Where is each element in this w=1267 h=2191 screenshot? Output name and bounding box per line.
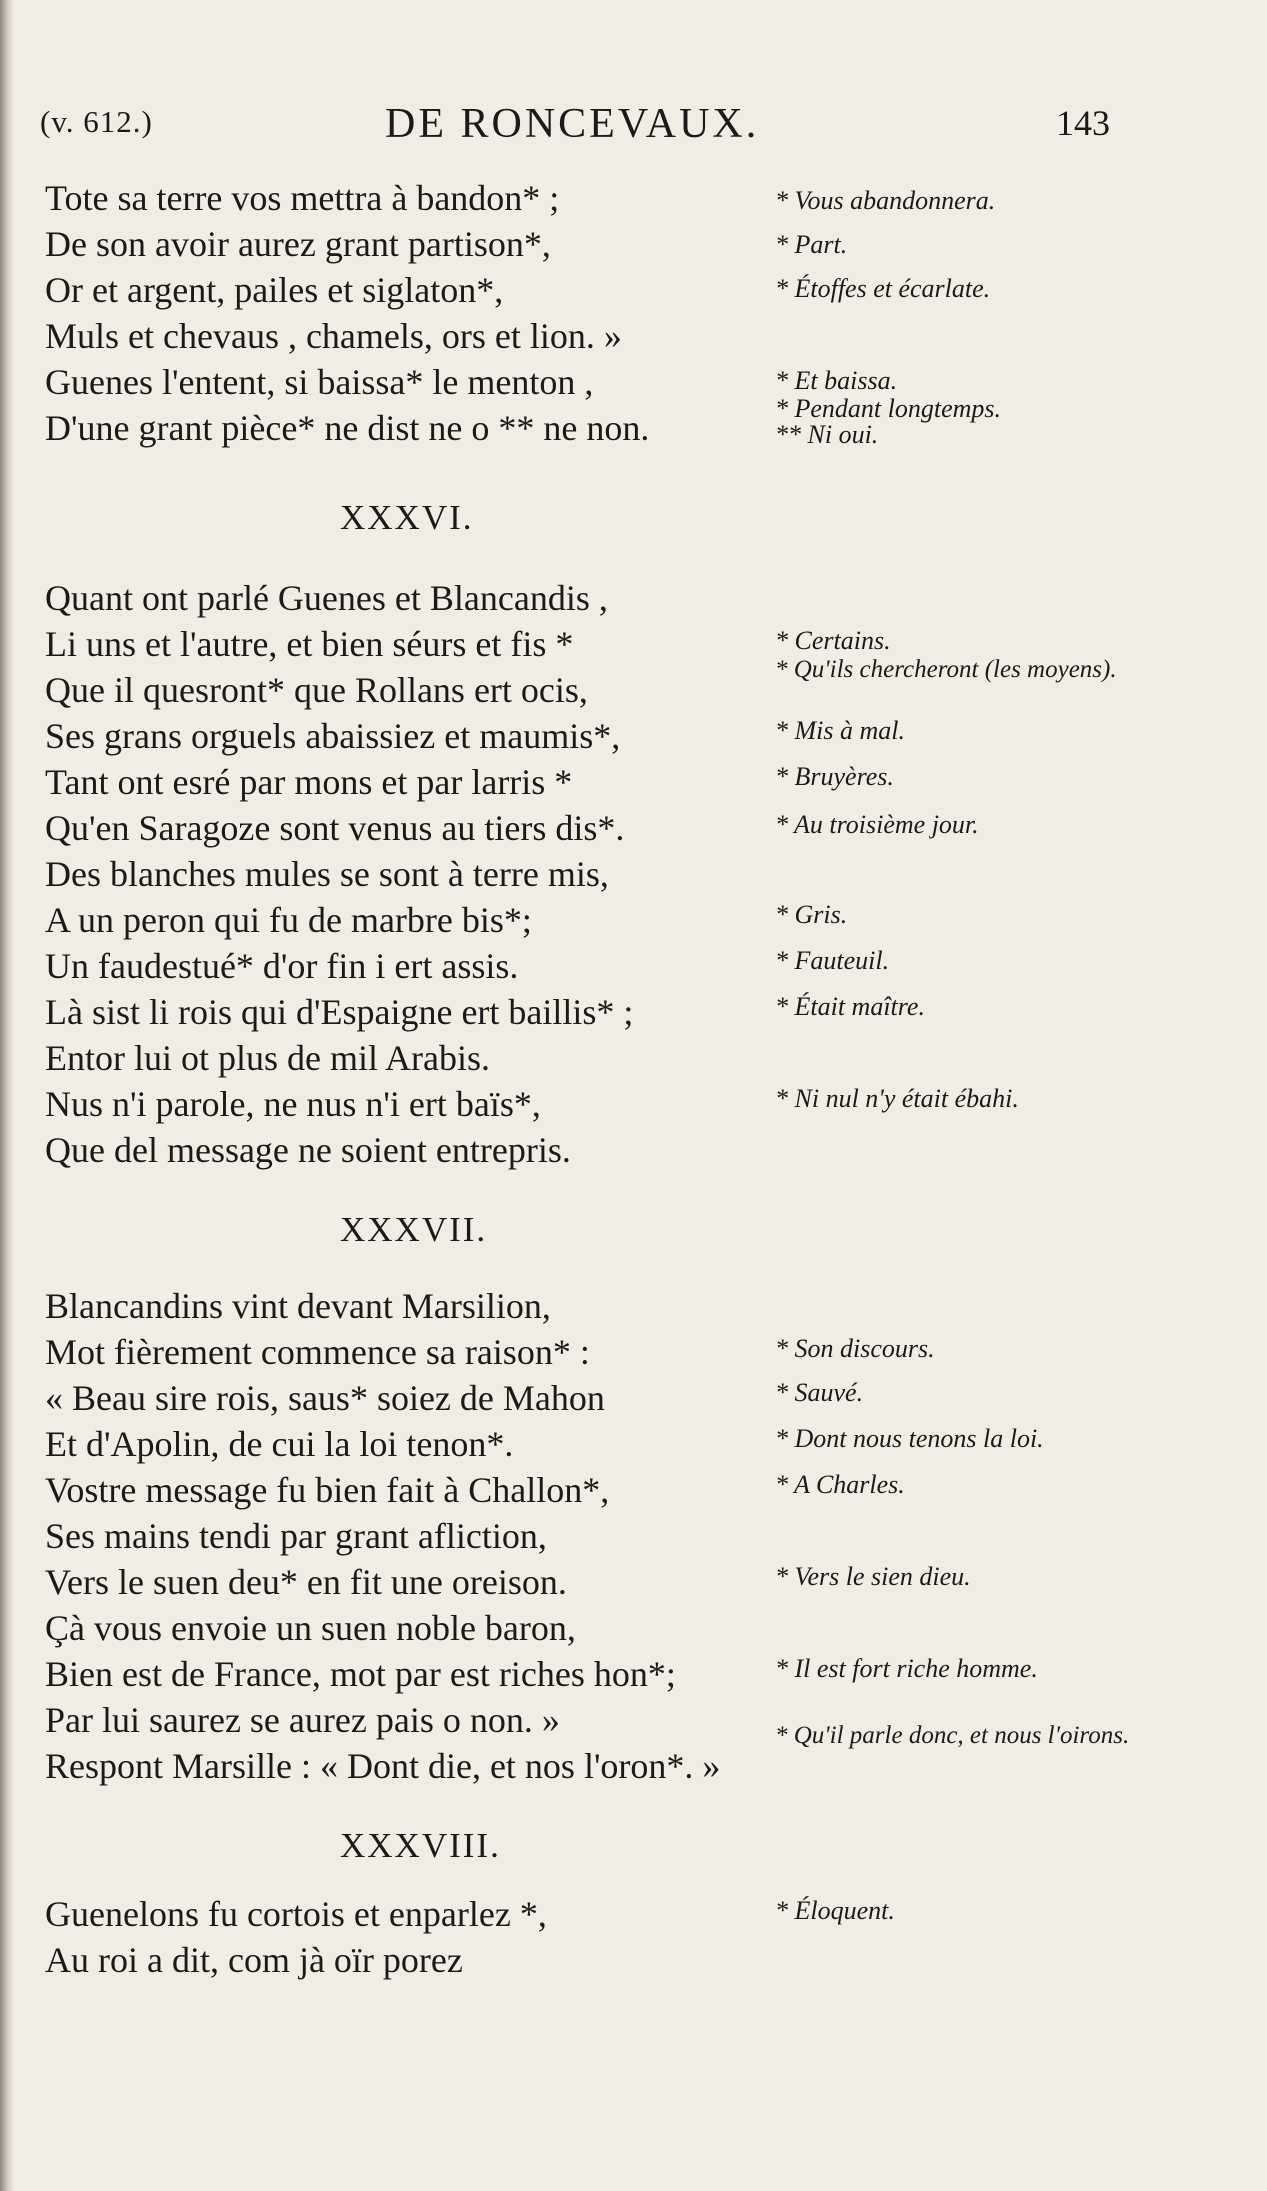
verse-line: Ses grans orguels abaissiez et maumis*, <box>45 716 621 756</box>
verse-line: Que del message ne soient entrepris. <box>45 1130 571 1170</box>
gloss-note: ** Ni oui. <box>775 420 879 449</box>
stanza-heading: XXXVII. <box>340 1210 488 1249</box>
gloss-note: * Vous abandonnera. <box>775 186 996 215</box>
gloss-note: * Son discours. <box>775 1334 935 1363</box>
verse-line: Respont Marsille : « Dont die, et nos l'oron*. » <box>45 1746 721 1786</box>
verse-line: Or et argent, pailes et siglaton*, <box>45 270 504 310</box>
verse-line: Quant ont parlé Guenes et Blancandis , <box>45 578 608 618</box>
gloss-note: * Mis à mal. <box>775 716 905 745</box>
gloss-note: * Pendant longtemps. <box>775 394 1002 423</box>
gloss-note: * Vers le sien dieu. <box>775 1562 971 1591</box>
gloss-note: * Qu'ils chercheront (les moyens). <box>775 656 1117 683</box>
gloss-note: * Fauteuil. <box>775 946 890 975</box>
verse-line: Çà vous envoie un suen noble baron, <box>45 1608 576 1648</box>
verse-line: Blancandins vint devant Marsilion, <box>45 1286 551 1326</box>
verse-line: Vers le suen deu* en fit une oreison. <box>45 1562 567 1602</box>
verse-line: Des blanches mules se sont à terre mis, <box>45 854 609 894</box>
verse-reference: (v. 612.) <box>40 104 153 139</box>
verse-line: « Beau sire rois, saus* soiez de Mahon <box>45 1378 605 1418</box>
gloss-note: * Il est fort riche homme. <box>775 1654 1038 1683</box>
gloss-note: * Au troisième jour. <box>775 810 979 839</box>
gloss-note: * Qu'il parle donc, et nous l'oirons. <box>775 1722 1130 1749</box>
verse-line: A un peron qui fu de marbre bis*; <box>45 900 532 940</box>
verse-line: Guenes l'entent, si baissa* le menton , <box>45 362 594 402</box>
verse-line: Muls et chevaus , chamels, ors et lion. » <box>45 316 622 356</box>
verse-line: Vostre message fu bien fait à Challon*, <box>45 1470 610 1510</box>
verse-line: Mot fièrement commence sa raison* : <box>45 1332 590 1372</box>
gloss-note: * Ni nul n'y était ébahi. <box>775 1084 1019 1113</box>
verse-line: Entor lui ot plus de mil Arabis. <box>45 1038 490 1078</box>
gloss-note: * Éloquent. <box>775 1896 895 1925</box>
verse-line: Que il quesront* que Rollans ert ocis, <box>45 670 588 710</box>
verse-line: Li uns et l'autre, et bien séurs et fis * <box>45 624 574 664</box>
verse-line: Tant ont esré par mons et par larris * <box>45 762 573 802</box>
gloss-note: * Dont nous tenons la loi. <box>775 1424 1044 1453</box>
gloss-note: * Et baissa. <box>775 366 898 395</box>
verse-line: Ses mains tendi par grant afliction, <box>45 1516 547 1556</box>
verse-line: Guenelons fu cortois et enparlez *, <box>45 1894 547 1934</box>
stanza-heading: XXXVI. <box>340 498 474 537</box>
verse-line: Au roi a dit, com jà oïr porez <box>45 1940 463 1980</box>
gloss-note: * Part. <box>775 230 848 259</box>
gloss-note: * Sauvé. <box>775 1378 864 1407</box>
gloss-note: * Certains. <box>775 626 891 655</box>
verse-line: Là sist li rois qui d'Espaigne ert baillis* ; <box>45 992 634 1032</box>
gloss-note: * Était maître. <box>775 992 925 1021</box>
page-number: 143 <box>1056 103 1110 143</box>
verse-line: Un faudestué* d'or fin i ert assis. <box>45 946 519 986</box>
running-header <box>40 100 1110 147</box>
gloss-note: * Gris. <box>775 900 848 929</box>
running-title: DE RONCEVAUX. <box>385 101 760 147</box>
verse-line: Tote sa terre vos mettra à bandon* ; <box>45 178 560 218</box>
verse-line: D'une grant pièce* ne dist ne o ** ne non. <box>45 408 650 448</box>
gloss-note: * Bruyères. <box>775 762 894 791</box>
verse-line: De son avoir aurez grant partison*, <box>45 224 551 264</box>
verse-line: Nus n'i parole, ne nus n'i ert baïs*, <box>45 1084 541 1124</box>
stanza-heading: XXXVIII. <box>340 1826 501 1865</box>
gloss-note: * Étoffes et écarlate. <box>775 274 991 303</box>
verse-line: Qu'en Saragoze sont venus au tiers dis*. <box>45 808 625 848</box>
verse-line: Par lui saurez se aurez pais o non. » <box>45 1700 560 1740</box>
verse-line: Bien est de France, mot par est riches hon*; <box>45 1654 676 1694</box>
gloss-note: * A Charles. <box>775 1470 905 1499</box>
verse-line: Et d'Apolin, de cui la loi tenon*. <box>45 1424 514 1464</box>
